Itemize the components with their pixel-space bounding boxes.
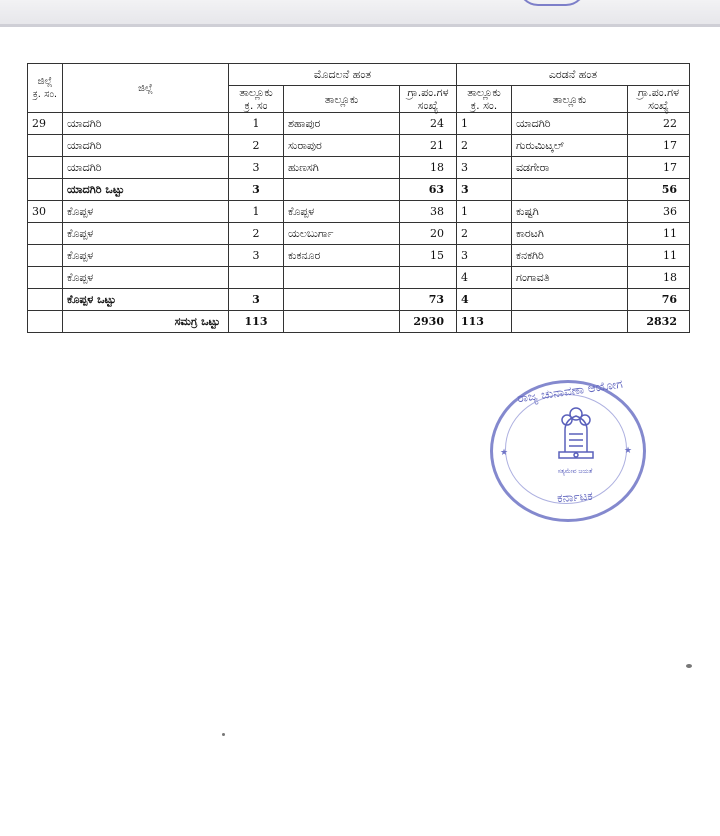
- table-row: [28, 245, 690, 267]
- grand-total-phase2-taluks: 113: [457, 311, 512, 333]
- phase1-taluk-no-cell: 3: [229, 179, 284, 201]
- district-name-cell: ಯಾದಗಿರಿ: [63, 157, 229, 179]
- phase1-gp-count-cell: 24: [400, 113, 457, 135]
- phase1-taluk-no-cell: 1: [229, 201, 284, 223]
- gram-panchayat-table: [27, 63, 690, 333]
- phase1-gp-count-cell: 21: [400, 135, 457, 157]
- district-name-cell: ಕೊಪ್ಪಳ: [63, 201, 229, 223]
- header-taluk-no: ತಾಲ್ಲೂಕು ಕ್ರ. ಸಂ: [229, 86, 284, 113]
- phase2-taluk-cell: ವಡಗೇರಾ: [512, 157, 628, 179]
- phase2-gp-count-cell: 18: [628, 267, 690, 289]
- phase2-taluk-cell: ಯಾದಗಿರಿ: [512, 113, 628, 135]
- phase1-taluk-cell: [284, 267, 400, 289]
- phase2-taluk-cell: ಗಂಗಾವತಿ: [512, 267, 628, 289]
- phase1-taluk-no-cell: 3: [229, 157, 284, 179]
- header-taluk-no-2: ತಾಲ್ಲೂಕು ಕ್ರ. ಸಂ.: [457, 86, 512, 113]
- phase2-taluk-cell: ಕನಕಗಿರಿ: [512, 245, 628, 267]
- phase1-gp-count-cell: 38: [400, 201, 457, 223]
- header-gp-count-2: ಗ್ರಾ.ಪಂ.ಗಳ ಸಂಖ್ಯೆ: [628, 86, 690, 113]
- district-number-cell: [28, 179, 63, 201]
- phase2-gp-count-cell: 22: [628, 113, 690, 135]
- seal-star-icon: ★: [624, 446, 633, 456]
- phase1-taluk-cell: ಶಹಾಪುರ: [284, 113, 400, 135]
- table-row: [28, 113, 690, 135]
- phase2-taluk-no-cell: 2: [457, 135, 512, 157]
- header-taluk: ತಾಲ್ಲೂಕು: [284, 86, 400, 113]
- district-name-cell: ಕೊಪ್ಪಳ: [63, 245, 229, 267]
- grand-total-empty-cell: [28, 311, 63, 333]
- header-phase-2: ಎರಡನೆ ಹಂತ: [457, 64, 690, 86]
- phase1-gp-count-cell: 18: [400, 157, 457, 179]
- seal-motto: ಸತ್ಯಮೇವ ಜಯತೆ: [557, 468, 593, 475]
- grand-total-phase2-gp: 2832: [628, 311, 690, 333]
- district-name-cell: ಯಾದಗಿರಿ ಒಟ್ಟು: [63, 179, 229, 201]
- phase2-taluk-no-cell: 3: [457, 245, 512, 267]
- header-district: ಜಿಲ್ಲೆ: [63, 64, 229, 113]
- district-number-cell: [28, 157, 63, 179]
- table-row: [28, 201, 690, 223]
- grand-total-phase1-taluks: 113: [229, 311, 284, 333]
- phase2-taluk-no-cell: 3: [457, 179, 512, 201]
- phase1-taluk-cell: ಯಲಬುರ್ಗಾ: [284, 223, 400, 245]
- ashoka-emblem-icon: [551, 400, 601, 466]
- district-total-row: [28, 179, 690, 201]
- phase1-taluk-cell: ಸುರಾಪುರ: [284, 135, 400, 157]
- page-top-rule: [0, 24, 720, 27]
- phase2-gp-count-cell: 11: [628, 245, 690, 267]
- phase1-gp-count-cell: [400, 267, 457, 289]
- phase2-gp-count-cell: 17: [628, 135, 690, 157]
- grand-total-label: ಸಮಗ್ರ ಒಟ್ಟು: [63, 311, 229, 333]
- district-number-cell: 29: [28, 113, 63, 135]
- district-number-cell: 30: [28, 201, 63, 223]
- phase2-taluk-no-cell: 3: [457, 157, 512, 179]
- phase2-taluk-cell: [512, 179, 628, 201]
- phase2-taluk-cell: ಕಾರಟಗಿ: [512, 223, 628, 245]
- grand-total-row: [28, 311, 690, 333]
- page-speck: [222, 733, 225, 736]
- phase2-gp-count-cell: 56: [628, 179, 690, 201]
- district-name-cell: ಯಾದಗಿರಿ: [63, 113, 229, 135]
- district-number-cell: [28, 223, 63, 245]
- seal-top-text: ರಾಜ್ಯ ಚುನಾವಣಾ ಆಯೋಗ: [516, 376, 624, 406]
- phase1-taluk-cell: ಹುಣಸಗಿ: [284, 157, 400, 179]
- phase2-gp-count-cell: 76: [628, 289, 690, 311]
- header-district-no: ಜಿಲ್ಲೆ ಕ್ರ. ಸಂ.: [28, 64, 63, 113]
- header-phase-1: ಮೊದಲನೆ ಹಂತ: [229, 64, 457, 86]
- page-top-band: [0, 0, 720, 26]
- district-name-cell: ಯಾದಗಿರಿ: [63, 135, 229, 157]
- district-name-cell: ಕೊಪ್ಪಳ: [63, 267, 229, 289]
- district-number-cell: [28, 267, 63, 289]
- grand-total-empty-cell: [284, 311, 400, 333]
- phase2-taluk-cell: ಗುರುಮಿಟ್ಕಲ್: [512, 135, 628, 157]
- phase1-gp-count-cell: 20: [400, 223, 457, 245]
- phase2-taluk-no-cell: 2: [457, 223, 512, 245]
- phase1-gp-count-cell: 63: [400, 179, 457, 201]
- phase2-taluk-cell: [512, 289, 628, 311]
- district-name-cell: ಕೊಪ್ಪಳ ಒಟ್ಟು: [63, 289, 229, 311]
- district-number-cell: [28, 289, 63, 311]
- phase1-taluk-no-cell: [229, 267, 284, 289]
- grand-total-phase1-gp: 2930: [400, 311, 457, 333]
- table-header-phase-row: [28, 64, 690, 86]
- phase2-gp-count-cell: 17: [628, 157, 690, 179]
- phase1-taluk-cell: [284, 179, 400, 201]
- district-name-cell: ಕೊಪ್ಪಳ: [63, 223, 229, 245]
- phase1-gp-count-cell: 73: [400, 289, 457, 311]
- table-row: [28, 267, 690, 289]
- phase1-taluk-no-cell: 3: [229, 245, 284, 267]
- district-total-row: [28, 289, 690, 311]
- phase2-taluk-cell: ಕುಷ್ಟಗಿ: [512, 201, 628, 223]
- phase1-taluk-no-cell: 3: [229, 289, 284, 311]
- table-row: [28, 157, 690, 179]
- phase2-taluk-no-cell: 1: [457, 201, 512, 223]
- phase2-taluk-no-cell: 4: [457, 267, 512, 289]
- seal-bottom-text: ಕರ್ನಾಟಕ: [556, 488, 594, 506]
- district-number-cell: [28, 245, 63, 267]
- phase2-taluk-no-cell: 4: [457, 289, 512, 311]
- table-row: [28, 135, 690, 157]
- header-taluk-2: ತಾಲ್ಲೂಕು: [512, 86, 628, 113]
- phase1-gp-count-cell: 15: [400, 245, 457, 267]
- phase1-taluk-no-cell: 1: [229, 113, 284, 135]
- grand-total-empty-cell: [512, 311, 628, 333]
- phase1-taluk-cell: [284, 289, 400, 311]
- phase1-taluk-no-cell: 2: [229, 135, 284, 157]
- phase1-taluk-no-cell: 2: [229, 223, 284, 245]
- seal-star-icon: ★: [500, 448, 509, 458]
- phase1-taluk-cell: ಕೊಪ್ಪಳ: [284, 201, 400, 223]
- phase2-gp-count-cell: 11: [628, 223, 690, 245]
- table-row: [28, 223, 690, 245]
- phase2-gp-count-cell: 36: [628, 201, 690, 223]
- district-number-cell: [28, 135, 63, 157]
- table-body: [28, 64, 690, 333]
- header-gp-count: ಗ್ರಾ.ಪಂ.ಗಳ ಸಂಖ್ಯೆ: [400, 86, 457, 113]
- phase1-taluk-cell: ಕುಕನೂರ: [284, 245, 400, 267]
- page-smudge: [686, 664, 692, 668]
- phase2-taluk-no-cell: 1: [457, 113, 512, 135]
